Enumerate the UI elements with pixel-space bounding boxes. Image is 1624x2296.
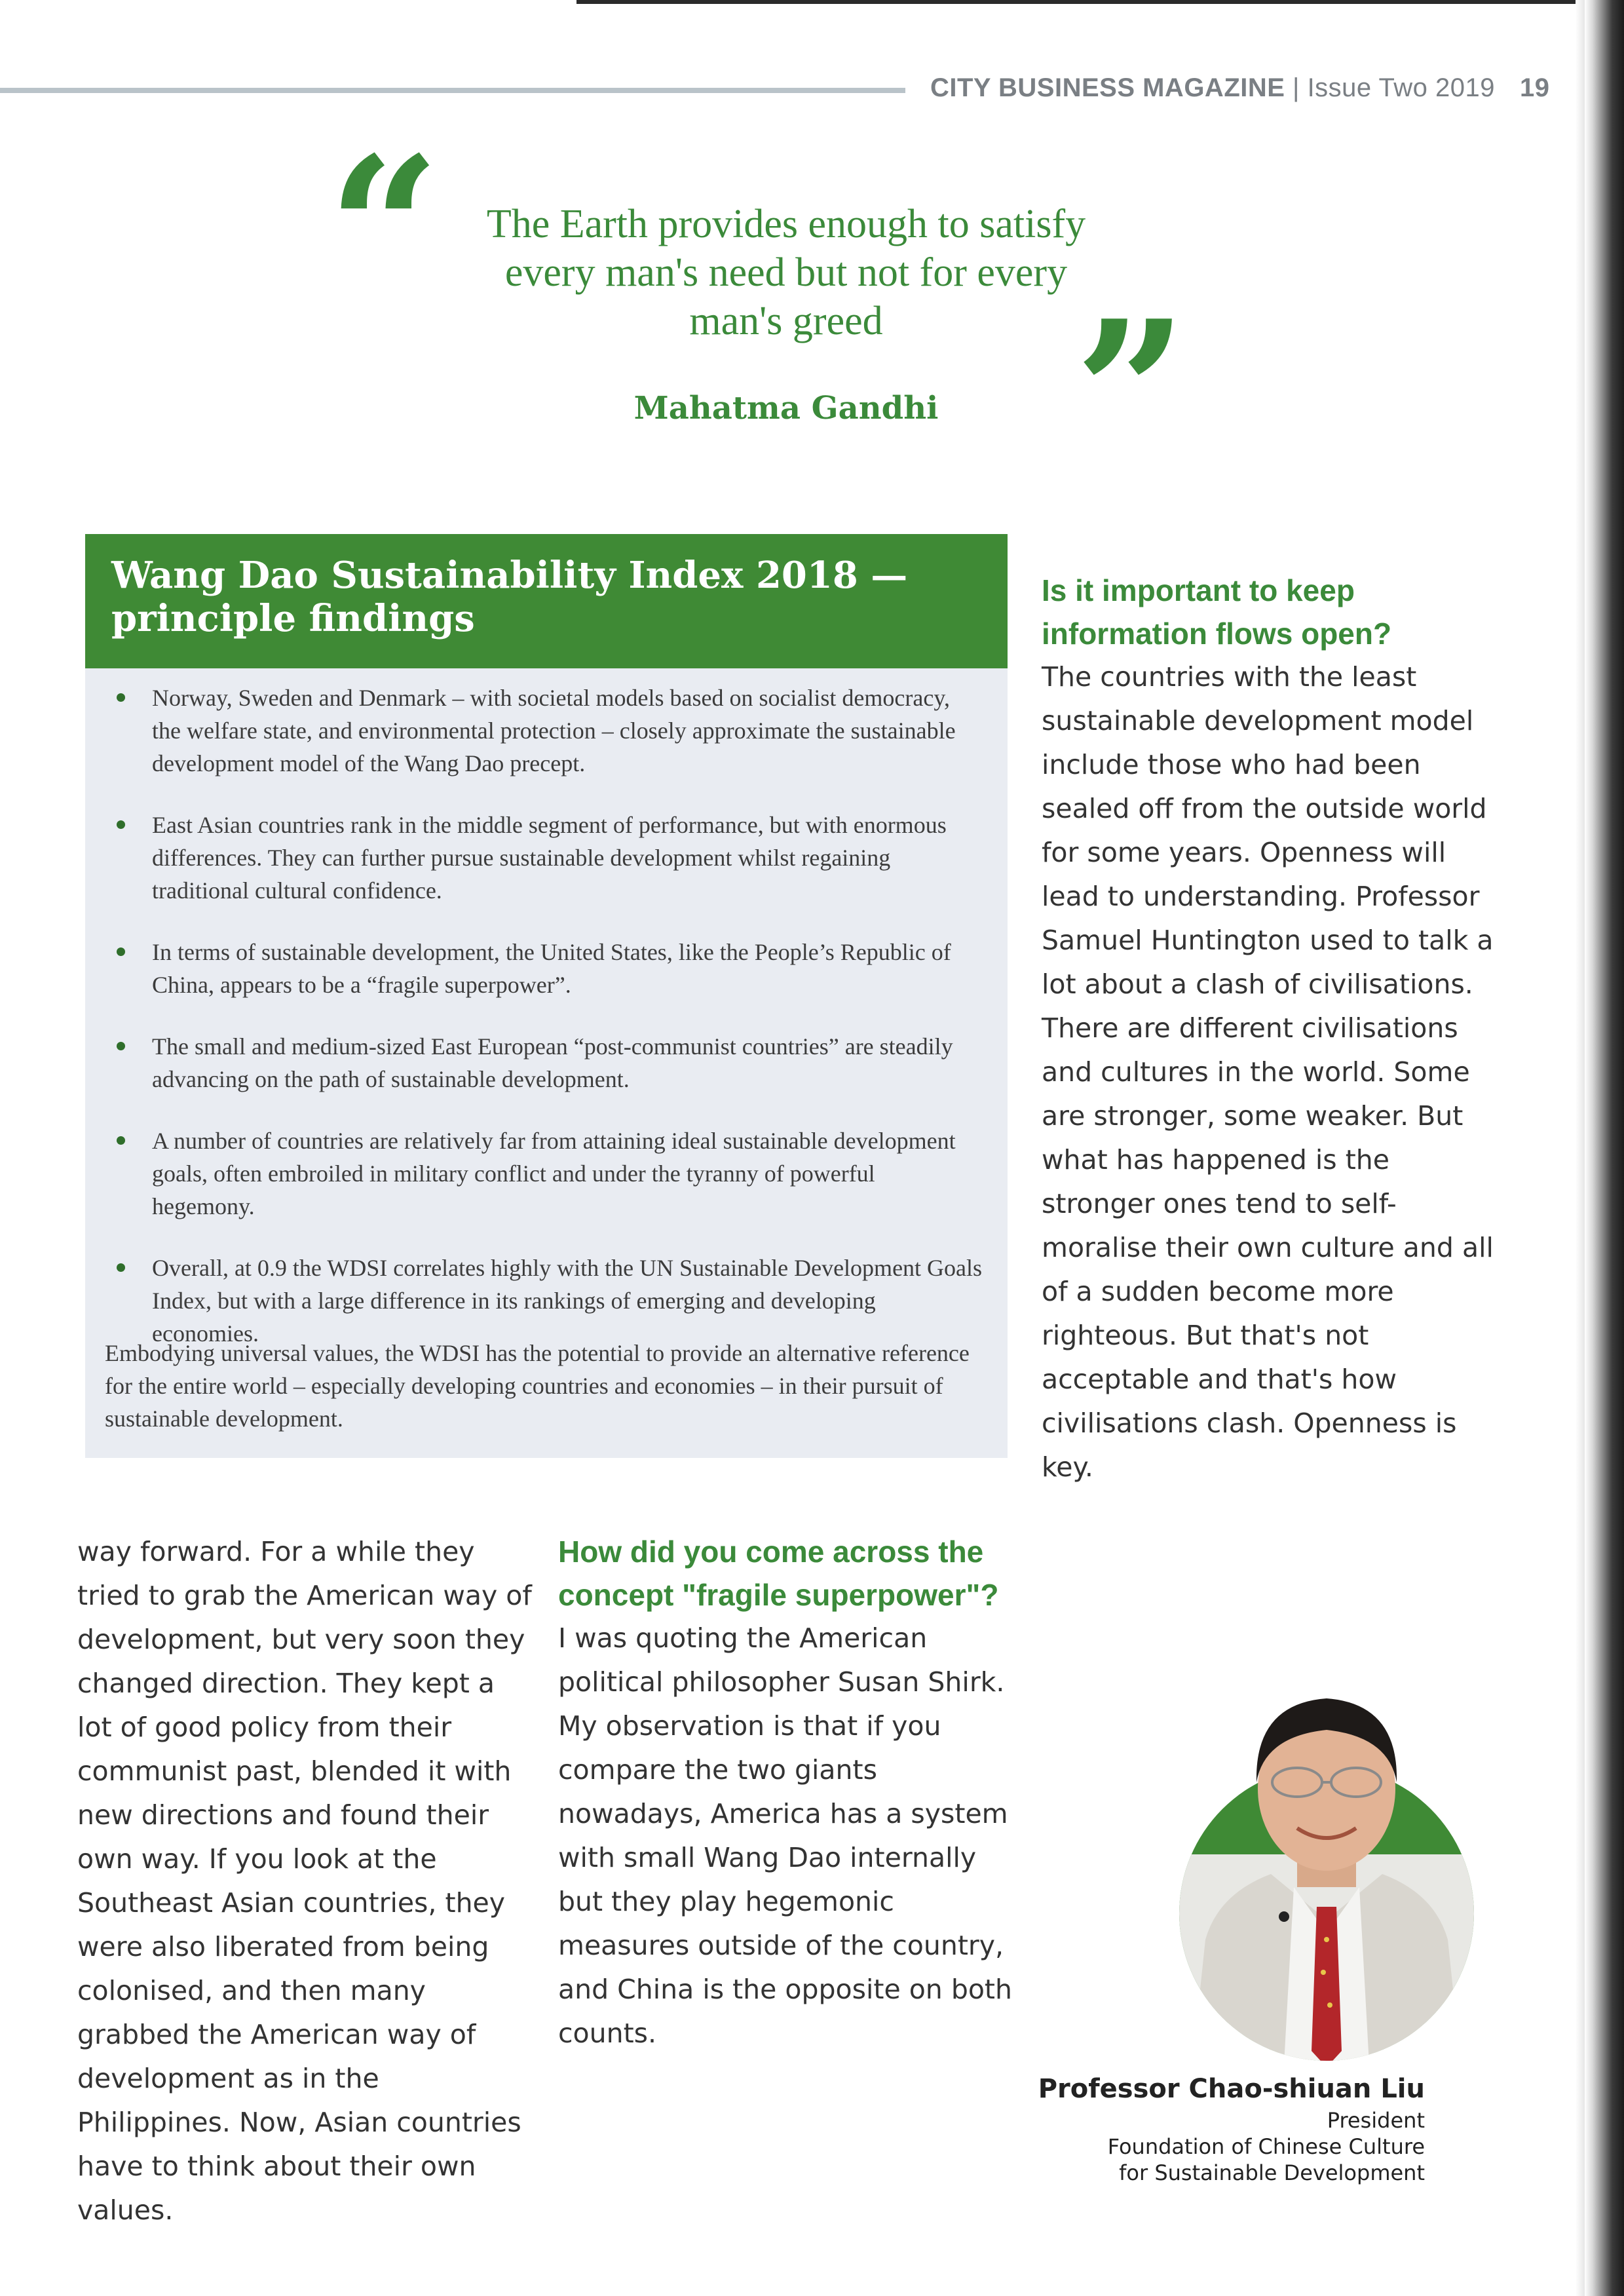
scan-edge-right bbox=[1585, 0, 1624, 2296]
caption-name: Professor Chao-shiuan Liu bbox=[1038, 2074, 1425, 2104]
section-heading-information-flows: Is it important to keep information flows open? bbox=[1042, 573, 1392, 651]
portrait-caption bbox=[1022, 2071, 1425, 2186]
pull-quote-text: The Earth provides enough to satisfy every man's need but not for every man's greed bbox=[486, 202, 1086, 343]
header-rule bbox=[0, 88, 905, 93]
caption-org-line2: for Sustainable Development bbox=[1119, 2160, 1425, 2185]
finding-item bbox=[111, 1030, 983, 1096]
finding-text: East Asian countries rank in the middle segment of performance, but with enormous differences. They can further pursue sustainable development whilst regaining traditional cultural confidence. bbox=[152, 812, 947, 904]
bullet-icon bbox=[117, 820, 125, 829]
findings-title: Wang Dao Sustainability Index 2018 — principle findings bbox=[111, 554, 908, 640]
bottom-left-column bbox=[77, 1530, 536, 2232]
finding-text: Overall, at 0.9 the WDSI correlates highly with the UN Sustainable Development Goals Index, but with a large difference in its rankings of emerging and developing economies. bbox=[152, 1255, 983, 1347]
scan-edge-top bbox=[576, 0, 1624, 4]
finding-text: A number of countries are relatively far from attaining ideal sustainable development goals, often embroiled in military conflict and under the tyranny of powerful hegemony. bbox=[152, 1128, 956, 1219]
findings-box bbox=[85, 534, 1008, 1458]
finding-text: Norway, Sweden and Denmark – with societal models based on socialist democracy, the welfare state, and environmental protection – closely approximate the sustainable development model of the Wang Dao precept. bbox=[152, 685, 956, 776]
bullet-icon bbox=[117, 1042, 125, 1050]
findings-header bbox=[85, 534, 1008, 668]
issue-label: Issue Two 2019 bbox=[1307, 73, 1496, 102]
findings-summary: Embodying universal values, the WDSI has the potential to provide an alternative reference for the entire world – especially developing countries and economies – in their pursuit of sustainable development. bbox=[105, 1340, 970, 1432]
bullet-icon bbox=[117, 693, 125, 702]
page-gutter bbox=[1576, 0, 1585, 2296]
finding-item bbox=[111, 936, 983, 1001]
caption-role: President bbox=[1327, 2108, 1425, 2133]
finding-text: In terms of sustainable development, the United States, like the People’s Republic of China, appears to be a “fragile superpower”. bbox=[152, 939, 951, 998]
right-column bbox=[1042, 569, 1494, 1489]
section-heading-fragile-superpower: How did you come across the concept "fragile superpower"? bbox=[558, 1535, 999, 1612]
bullet-icon bbox=[117, 947, 125, 956]
finding-item bbox=[111, 809, 983, 907]
bullet-icon bbox=[117, 1263, 125, 1272]
body-text-information-flows: The countries with the least sustainable development model include those who had been sealed off from the outside world for some years. Openness will lead to understanding. Professor Samuel Huntington used to talk a lot about a clash of civilisations. There are different civilisations and cultures in the world. Some are stronger, some weaker. But what has happened is the stronger ones tend to self-moralise their own culture and all of a sudden become more righteous. But that's not acceptable and that's how civilisations clash. Openness is key. bbox=[1042, 661, 1494, 1483]
body-text-way-forward: way forward. For a while they tried to grab the American way of development, but very soon they changed direction. They kept a lot of good policy from their communist past, blended it with new directions and found their own way. If you look at the Southeast Asian countries, they were also liberated from being colonised, and then many grabbed the American way of development as in the Philippines. Now, Asian countries have to think about their own values. bbox=[77, 1536, 532, 2226]
bullet-icon bbox=[117, 1136, 125, 1145]
finding-item bbox=[111, 1124, 983, 1223]
findings-list bbox=[111, 681, 983, 1379]
finding-item bbox=[111, 681, 983, 780]
caption-org-line1: Foundation of Chinese Culture bbox=[1107, 2134, 1425, 2159]
portrait-photo bbox=[1179, 1658, 1474, 2064]
open-quote-mark: “ bbox=[328, 113, 441, 345]
body-text-fragile-superpower: I was quoting the American political philosopher Susan Shirk. My observation is that if you compare the two giants nowadays, America has a system with small Wang Dao internally but they play hegemonic measures outside of the country, and China is the opposite on both counts. bbox=[558, 1622, 1012, 2049]
finding-item bbox=[111, 1252, 983, 1350]
page-number: 19 bbox=[1520, 73, 1550, 102]
header-separator: | bbox=[1285, 73, 1308, 102]
portrait-illustration bbox=[1179, 1658, 1474, 2064]
magazine-name: CITY BUSINESS MAGAZINE bbox=[930, 73, 1285, 102]
bottom-middle-column bbox=[558, 1530, 1017, 2056]
finding-text: The small and medium-sized East European “post-communist countries” are steadily advancing on the path of sustainable development. bbox=[152, 1033, 953, 1092]
close-quote-mark: ” bbox=[1074, 277, 1188, 508]
pull-quote-author: Mahatma Gandhi bbox=[633, 390, 939, 427]
running-header bbox=[930, 73, 1553, 113]
